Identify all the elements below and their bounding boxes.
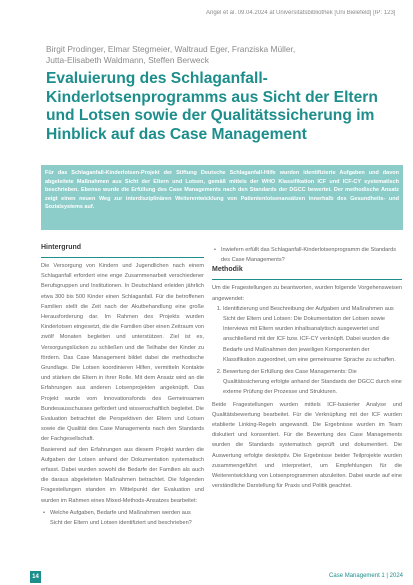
section-rule [212, 279, 402, 280]
left-column [41, 243, 204, 528]
hintergrund-paragraph-2: Basierend auf den Erfahrungen aus diesem Projekt wurden die Aufgaben der Lotsen anhand der Dokumentation systematisch erfasst. Dabei wurden sowohl die Bedarfe der Familien als auch die daraus abgeleiteten Maßnahmen betrachtet. Die folgenden Fragestellungen standen im Mittelpunkt der Evaluation und wurden im Rahmen eines Mixed-Methods-Ansatzes bearbeitet: [41, 446, 204, 504]
right-column [212, 243, 402, 491]
question-list-continued [212, 245, 402, 265]
hintergrund-paragraph-1: Die Versorgung von Kindern und Jugendlichen nach einem Schlaganfall erfordert eine enge Zusammenarbeit verschiedener Berufsgruppen und Institutionen. In Deutschland erleiden jährlich etwa 300 bis 500 Kinder einen Schlaganfall. Für die betroffenen Familien stellt die Zeit nach der Akutbehandlung eine große Herausforderung dar. Im Rahmen des Projekts wurden Kinderlotsen eingesetzt, die die Familien über einen Zeitraum von zwölf Monaten begleiten und unterstützen. Ziel ist es, Versorgungslücken zu schließen und die Teilhabe der Kinder zu fördern. Das Case Management bildet dabei die methodische Grundlage. Die Lotsen koordinieren Hilfen, vermitteln Kontakte und stärken die Eltern in ihrer Rolle. Mit dem Ansatz wird an die Erfahrungen aus anderen Lotsenprojekten angeknüpft. Das Projekt wurde vom Innovationsfonds des Gemeinsamen Bundesausschusses gefördert und wissenschaftlich begleitet. Die Evaluation betrachtet die Perspektiven der Eltern und Lotsen sowie die Qualität des Case Managements nach den Standards der Fachgesellschaft. [41, 263, 204, 443]
authors-line-2: Jutta-Elisabeth Waldmann, Steffen Berweck [46, 54, 209, 65]
section-rule [41, 257, 204, 258]
method-item-2: 2. Bewertung der Erfüllung des Case Managements: Die Qualitätssicherung erfolgte anhand der Standards der DGCC durch eine externe Prüfung der Prozesse und Strukturen. [223, 367, 402, 398]
page-number: 14 [30, 571, 41, 583]
abstract-box [41, 165, 403, 230]
question-item-1: • Welche Aufgaben, Bedarfe und Maßnahmen werden aus Sicht der Eltern und Lotsen identifiziert und beschrieben? [41, 508, 204, 528]
header-line: Angel et al. 09.04.2024 at Universitätsbibliothek [Uni Bielefeld] [IP: 123] [206, 10, 396, 16]
method-list [212, 304, 402, 398]
article-title: Evaluierung des Schlaganfall-Kinderlotsenprogramms aus Sicht der Eltern und Lotsen sowie der Qualitätssicherung im Hinblick auf das Case Management [46, 70, 378, 143]
methodik-paragraph-2: Beide Fragestellungen wurden mittels ICF-basierter Analyse und Qualitätsbewertung bearbeitet. Für die Verknüpfung mit der ICF wurden etablierte Linking-Regeln angewandt. Die Ergebnisse wurden im Team diskutiert und konsentiert. Für die Bewertung des Case Managements wurden die Standards systematisch geprüft und dokumentiert. Die Auswertung erfolgte deskriptiv. Die Ergebnisse beider Teilprojekte wurden zusammengeführt und interpretiert, um Empfehlungen für die Weiterentwicklung von Lotsenprogrammen abzuleiten. Dabei wurde auf eine verständliche Darstellung für Praxis und Politik geachtet. [212, 401, 402, 490]
question-item-2: • Inwiefern erfüllt das Schlaganfall-Kinderlotsenprogramm die Standards des Case Managements? [212, 245, 402, 265]
journal-footer: Case Management 1 | 2024 [329, 573, 403, 579]
abstract-text: Für das Schlaganfall-Kinderlotsen-Projekt der Stiftung Deutsche Schlaganfall-Hilfe wurden identifizierte Aufgaben und davon abgeleitete Maßnahmen aus Sicht der Eltern und Lotsen, gemäß mittels der WHO Klassifikation ICF und ICF-CY systematisch beschrieben. Ebenso wurde die Erfüllung des Case Managements nach den Standards der DGCC bewertet. Der methodische Ansatz zeigt einen neuen Weg zur interdisziplinären Weiterentwicklung von Patientenlotsenansätzen innerhalb des Gesundheits- und Sozialsystems auf. [45, 170, 399, 211]
method-item-1: 1. Identifizierung und Beschreibung der Aufgaben und Maßnahmen aus Sicht der Eltern und Lotsen: Die Dokumentation der Lotsen sowie Interviews mit Eltern wurden inhaltsanalytisch ausgewertet und anschließend mit der ICF bzw. ICF-CY verknüpft. Dabei wurden die Bedarfe und Maßnahmen den jeweiligen Komponenten der Klassifikation zugeordnet, um eine gemeinsame Sprache zu schaffen. [223, 304, 402, 365]
section-heading-methodik: Methodik [212, 266, 243, 274]
methodik-paragraph-1: Um die Fragestellungen zu beantworten, wurden folgende Vorgehensweisen angewendet: [212, 285, 402, 302]
question-list [41, 508, 204, 528]
section-heading-hintergrund: Hintergrund [41, 244, 82, 251]
authors-line-1: Birgit Prodinger, Elmar Stegmeier, Waltraud Eger, Franziska Müller, [46, 44, 296, 54]
author-list [46, 44, 386, 65]
